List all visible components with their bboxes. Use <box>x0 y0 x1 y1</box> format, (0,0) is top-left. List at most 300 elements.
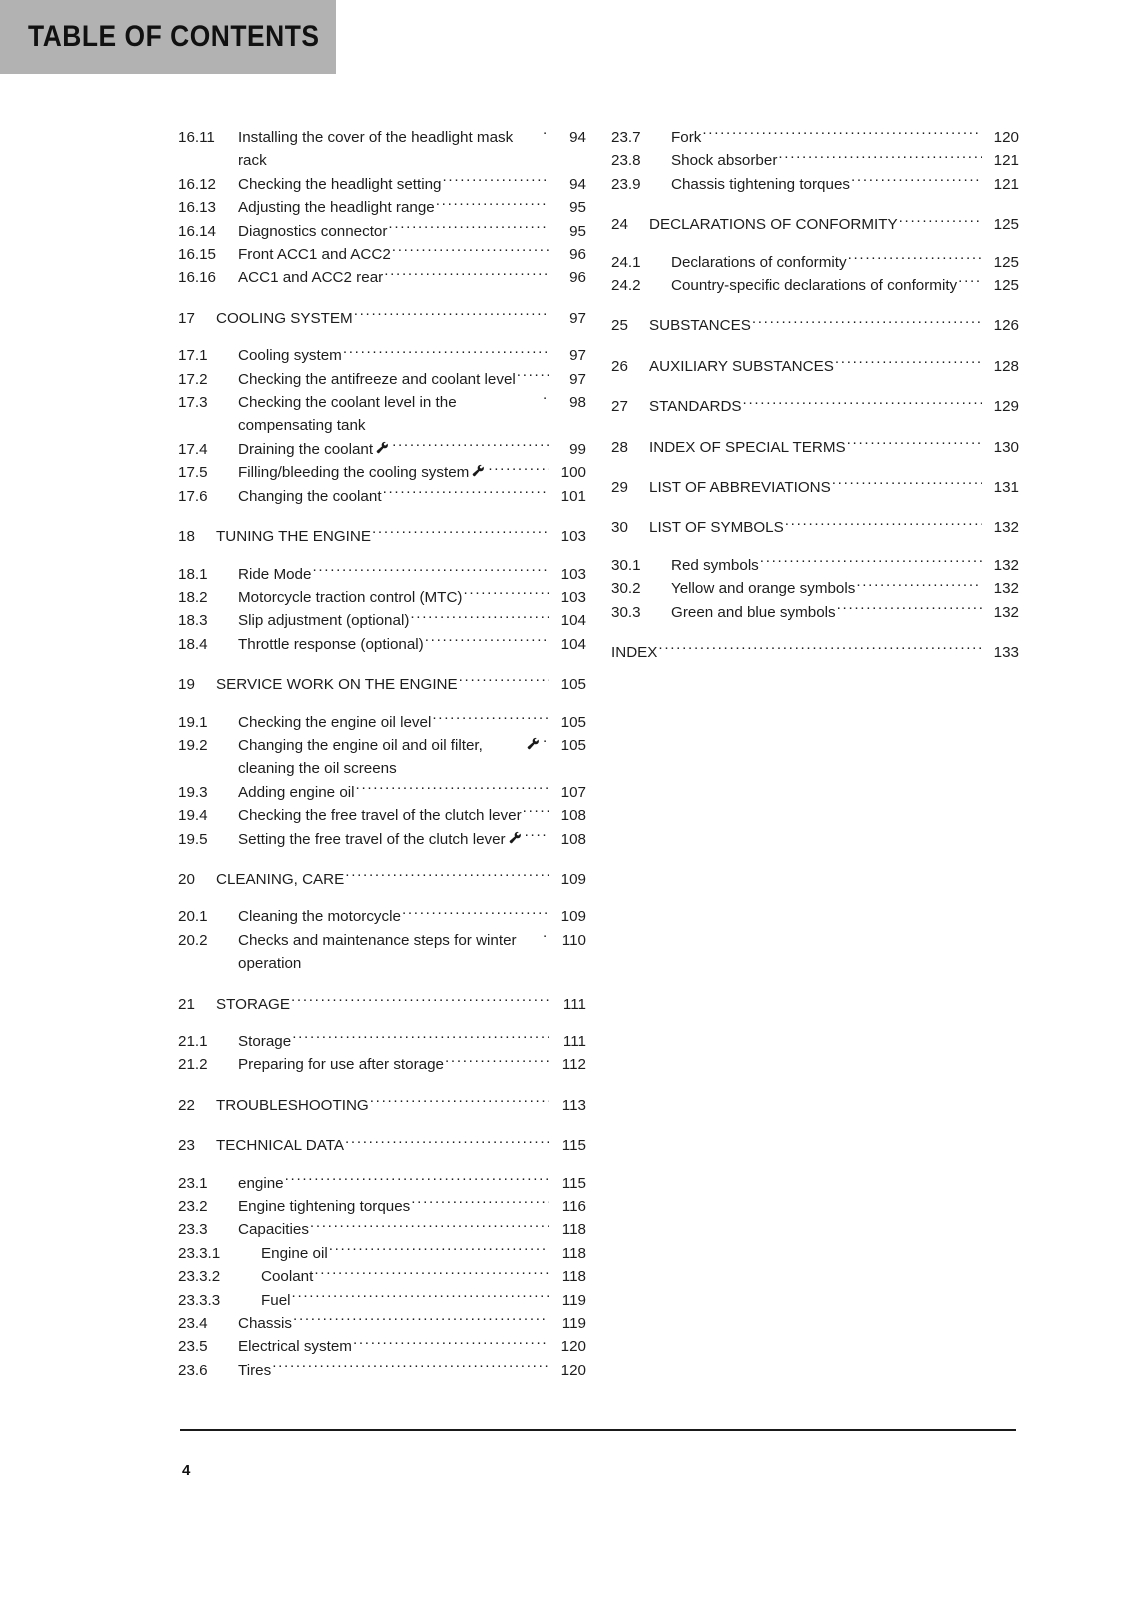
toc-entry-body <box>238 1312 586 1335</box>
toc-entry-title: LIST OF SYMBOLS <box>649 519 784 537</box>
toc-entry-number: 29 <box>611 479 628 497</box>
toc-entry-title: Throttle response (optional) <box>238 635 424 653</box>
toc-entry-page: 104 <box>560 635 586 653</box>
toc-entry-title: Slip adjustment (optional) <box>238 612 410 630</box>
toc-entry-page: 96 <box>569 246 586 264</box>
toc-entry-number: 21.1 <box>178 1033 208 1050</box>
toc-leader-dots <box>411 1196 549 1211</box>
toc-entry[interactable] <box>178 1030 586 1053</box>
toc-entry-body <box>611 641 1019 664</box>
toc-entry-number: 25 <box>611 317 628 335</box>
toc-entry-title: Motorcycle traction control (MTC) <box>238 588 463 606</box>
toc-entry-title: INDEX <box>611 644 658 662</box>
toc-entry-body <box>238 1335 586 1358</box>
toc-entry[interactable] <box>178 1134 586 1157</box>
toc-entry-title: SERVICE WORK ON THE ENGINE <box>216 676 458 694</box>
toc-leader-dots <box>329 1243 549 1258</box>
toc-entry-title: TROUBLESHOOTING <box>216 1096 369 1114</box>
toc-leader-dots <box>778 150 982 165</box>
toc-leader-dots <box>702 127 982 142</box>
toc-entry-page: 97 <box>569 309 586 327</box>
toc-entry[interactable] <box>178 173 586 196</box>
toc-entry-number: 20.1 <box>178 908 208 926</box>
toc-entry[interactable] <box>178 368 586 391</box>
toc-entry-body <box>671 601 1019 624</box>
toc-entry-body <box>238 461 586 484</box>
toc-entry-title: Storage <box>238 1033 292 1050</box>
toc-entry-page: 120 <box>993 129 1019 146</box>
toc-entry[interactable] <box>178 868 586 891</box>
toc-entry[interactable] <box>611 126 1019 149</box>
toc-entry-title: Cleaning the motorcycle <box>238 908 401 926</box>
toc-entry-page: 110 <box>561 931 586 949</box>
toc-entry-title: Electrical system <box>238 1338 352 1356</box>
toc-entry-page: 103 <box>560 588 586 606</box>
toc-entry-body <box>261 1289 586 1312</box>
toc-entry-page: 129 <box>993 398 1019 416</box>
toc-entry[interactable] <box>178 993 586 1016</box>
toc-entry-title: Chassis tightening torques <box>671 175 850 193</box>
toc-entry-body <box>238 1195 586 1218</box>
toc-leader-dots <box>353 1336 549 1351</box>
toc-entry-body <box>649 314 1019 337</box>
toc-entry-title: Engine oil <box>261 1244 328 1262</box>
toc-entry[interactable] <box>178 586 586 609</box>
toc-entry-title: Checking the headlight setting <box>238 175 442 193</box>
toc-entry-body <box>649 476 1019 499</box>
toc-leader-dots <box>523 805 549 820</box>
toc-entry-title: ACC1 and ACC2 rear <box>238 269 384 287</box>
toc-entry-number: 16.13 <box>178 199 217 217</box>
toc-entry-body <box>238 173 586 196</box>
toc-entry-page: 103 <box>560 528 586 546</box>
toc-entry[interactable] <box>611 395 1019 418</box>
toc-entry-body <box>238 1218 586 1241</box>
toc-entry-title: INDEX OF SPECIAL TERMS <box>649 438 846 456</box>
toc-leader-dots <box>658 642 982 657</box>
toc-leader-dots <box>488 462 549 477</box>
toc-entry-body <box>238 1359 586 1382</box>
toc-entry-body <box>216 525 586 548</box>
toc-entry-number: 16.16 <box>178 269 217 287</box>
toc-entry-number: 28 <box>611 438 628 456</box>
toc-entry-body <box>238 905 586 928</box>
toc-entry-page: 125 <box>993 216 1019 234</box>
toc-leader-dots <box>543 930 549 945</box>
toc-entry-number: 18.2 <box>178 588 208 606</box>
toc-entry-title: STORAGE <box>216 995 290 1013</box>
table-of-contents-banner <box>0 0 336 74</box>
toc-entry-body <box>238 633 586 656</box>
toc-entry-number: 23.2 <box>178 1198 208 1216</box>
toc-entry-body <box>238 563 586 586</box>
toc-entry-body <box>238 438 586 461</box>
toc-entry-title: SUBSTANCES <box>649 317 751 335</box>
toc-entry[interactable] <box>611 476 1019 499</box>
toc-leader-dots <box>310 1219 549 1234</box>
toc-entry[interactable] <box>178 563 586 586</box>
toc-leader-dots <box>543 127 549 142</box>
toc-entry-number: 17.6 <box>178 487 208 505</box>
page-title: TABLE OF CONTENTS <box>28 20 320 53</box>
toc-entry[interactable] <box>178 485 586 508</box>
toc-leader-dots <box>459 674 549 689</box>
toc-entry-number: 24 <box>611 216 628 234</box>
toc-entry[interactable] <box>611 355 1019 378</box>
toc-entry-number: 17.4 <box>178 440 208 458</box>
toc-entry-number: 23.3 <box>178 1221 208 1239</box>
toc-entry-title: engine <box>238 1174 284 1192</box>
toc-entry-number: 16.15 <box>178 246 217 264</box>
toc-entry[interactable] <box>178 1094 586 1117</box>
toc-entry-title: Engine tightening torques <box>238 1198 411 1216</box>
toc-entry-page: 98 <box>569 394 586 412</box>
toc-leader-dots <box>292 1031 549 1046</box>
toc-entry-body <box>238 711 586 734</box>
toc-entry[interactable] <box>611 314 1019 337</box>
toc-entry-title: TUNING THE ENGINE <box>216 528 371 546</box>
wrench-icon <box>527 737 540 750</box>
toc-entry-title: Shock absorber <box>671 152 778 170</box>
toc-entry[interactable] <box>611 149 1019 172</box>
toc-entry-number: 21 <box>178 995 195 1013</box>
toc-entry-body <box>238 781 586 804</box>
toc-entry-number: 19.5 <box>178 830 208 848</box>
toc-entry-title: Declarations of conformity <box>671 253 847 271</box>
toc-entry[interactable] <box>178 804 586 827</box>
toc-leader-dots <box>410 610 549 625</box>
toc-entry-title: Fuel <box>261 1291 291 1309</box>
toc-entry-number: 18.4 <box>178 635 208 653</box>
toc-column-right <box>611 126 1019 665</box>
toc-entry-page: 132 <box>993 519 1019 537</box>
toc-entry-body <box>238 929 586 976</box>
toc-entry-page: 132 <box>993 556 1019 574</box>
toc-entry-title: Filling/bleeding the cooling system <box>238 464 470 482</box>
toc-entry[interactable] <box>611 516 1019 539</box>
toc-entry-page: 119 <box>561 1315 586 1333</box>
toc-entry-body <box>671 126 1019 149</box>
toc-entry[interactable] <box>178 1289 586 1312</box>
toc-entry-page: 126 <box>993 317 1019 335</box>
toc-entry[interactable] <box>178 196 586 219</box>
toc-entry-body <box>216 1094 586 1117</box>
toc-entry-page: 113 <box>561 1096 586 1114</box>
toc-entry-number: 20.2 <box>178 931 208 949</box>
toc-leader-dots <box>848 251 982 266</box>
toc-entry-number: 24.2 <box>611 277 641 295</box>
toc-entry-number: 18.1 <box>178 565 208 583</box>
toc-entry[interactable] <box>611 274 1019 297</box>
toc-entry-page: 105 <box>560 736 586 754</box>
toc-entry[interactable] <box>178 781 586 804</box>
toc-entry-page: 108 <box>560 807 586 825</box>
toc-entry-number: 23.7 <box>611 129 641 146</box>
toc-entry[interactable] <box>178 307 586 330</box>
toc-entry-body <box>238 828 586 851</box>
footer-divider <box>180 1429 1016 1431</box>
toc-entry-body <box>216 993 586 1016</box>
toc-leader-dots <box>383 486 549 501</box>
toc-entry[interactable] <box>178 1312 586 1335</box>
toc-entry-page: 109 <box>560 908 586 926</box>
toc-entry-page: 131 <box>993 479 1019 497</box>
toc-entry-number: 23.5 <box>178 1338 208 1356</box>
toc-entry-page: 97 <box>569 370 586 388</box>
toc-entry-number: 21.2 <box>178 1056 208 1074</box>
toc-entry[interactable] <box>178 905 586 928</box>
toc-entry-title: Adjusting the headlight range <box>238 199 435 217</box>
toc-entry[interactable] <box>178 438 586 461</box>
toc-leader-dots <box>425 634 549 649</box>
toc-entry-number: 19.4 <box>178 807 208 825</box>
toc-entry[interactable] <box>178 1335 586 1358</box>
toc-entry-page: 120 <box>560 1338 586 1356</box>
toc-entry-number: 27 <box>611 398 628 416</box>
toc-entry[interactable] <box>178 711 586 734</box>
toc-entry-title: Diagnostics connector <box>238 222 388 240</box>
toc-entry-body <box>216 307 586 330</box>
toc-entry-number: 23.4 <box>178 1315 208 1333</box>
toc-entry-title: LIST OF ABBREVIATIONS <box>649 479 831 497</box>
toc-entry-page: 115 <box>561 1174 586 1192</box>
toc-entry[interactable] <box>178 243 586 266</box>
toc-entry[interactable] <box>611 213 1019 236</box>
toc-entry-body <box>649 395 1019 418</box>
toc-entry-page: 120 <box>560 1361 586 1379</box>
toc-leader-dots <box>432 711 549 726</box>
toc-entry-body <box>238 1053 586 1076</box>
toc-entry[interactable] <box>178 1172 586 1195</box>
toc-entry[interactable] <box>611 554 1019 577</box>
toc-leader-dots <box>445 1054 549 1069</box>
toc-entry-title: Changing the coolant <box>238 487 382 505</box>
toc-entry-title: Checking the coolant level in the compensating tank <box>238 394 457 435</box>
toc-entry-body <box>238 804 586 827</box>
toc-leader-dots <box>314 1266 549 1281</box>
toc-entry-number: 19.2 <box>178 736 208 754</box>
toc-entry-page: 112 <box>561 1056 586 1074</box>
toc-entry-body <box>238 609 586 632</box>
toc-entry-title: Ride Mode <box>238 565 312 583</box>
toc-entry-body <box>671 554 1019 577</box>
toc-entry[interactable] <box>611 601 1019 624</box>
toc-entry-title: Checking the antifreeze and coolant level <box>238 370 516 388</box>
toc-entry-title: Fork <box>671 129 702 146</box>
toc-entry-number: 22 <box>178 1096 195 1114</box>
toc-leader-dots <box>835 356 982 371</box>
toc-entry-number: 23.6 <box>178 1361 208 1379</box>
toc-entry-title: Installing the cover of the headlight mask rack <box>238 129 514 170</box>
toc-leader-dots <box>292 1289 549 1304</box>
toc-entry-page: 111 <box>562 1033 586 1050</box>
toc-entry-page: 105 <box>560 676 586 694</box>
toc-leader-dots <box>388 220 549 235</box>
page-number: 4 <box>182 1462 191 1479</box>
toc-entry[interactable] <box>178 633 586 656</box>
toc-entry[interactable] <box>178 734 586 781</box>
toc-leader-dots <box>837 602 982 617</box>
toc-entry[interactable] <box>178 1053 586 1076</box>
toc-columns <box>0 126 1130 1382</box>
toc-entry-body <box>649 213 1019 236</box>
toc-entry-body <box>238 485 586 508</box>
toc-entry[interactable] <box>178 344 586 367</box>
toc-entry-number: 30 <box>611 519 628 537</box>
toc-leader-dots <box>384 267 549 282</box>
toc-entry-page: 118 <box>561 1268 586 1286</box>
toc-entry-title: STANDARDS <box>649 398 742 416</box>
toc-entry-page: 121 <box>993 152 1019 170</box>
toc-entry-body <box>238 1172 586 1195</box>
toc-entry-title: CLEANING, CARE <box>216 870 345 888</box>
toc-entry-number: 30.3 <box>611 603 641 621</box>
toc-entry-title: Checking the engine oil level <box>238 713 432 731</box>
toc-entry-page: 125 <box>993 277 1019 295</box>
toc-entry-body <box>261 1265 586 1288</box>
toc-entry-body <box>238 220 586 243</box>
toc-entry-body <box>238 266 586 289</box>
toc-entry[interactable] <box>178 929 586 976</box>
toc-entry[interactable] <box>178 266 586 289</box>
toc-entry[interactable] <box>611 173 1019 196</box>
toc-leader-dots <box>392 439 549 454</box>
toc-leader-dots <box>370 1095 549 1110</box>
toc-entry-body <box>238 586 586 609</box>
toc-entry-page: 95 <box>569 199 586 217</box>
toc-entry-title: Front ACC1 and ACC2 <box>238 246 391 264</box>
toc-entry-title: Red symbols <box>671 556 759 574</box>
toc-entry-page: 94 <box>569 129 586 146</box>
toc-entry-title: Draining the coolant <box>238 440 374 458</box>
toc-entry[interactable] <box>178 391 586 438</box>
toc-entry-page: 115 <box>561 1137 586 1155</box>
toc-entry-page: 104 <box>560 612 586 630</box>
toc-entry-number: 23.3.3 <box>178 1291 221 1309</box>
toc-entry-number: 17 <box>178 309 195 327</box>
toc-entry[interactable] <box>611 436 1019 459</box>
toc-entry[interactable] <box>178 1195 586 1218</box>
toc-entry[interactable] <box>178 525 586 548</box>
toc-entry-title: Chassis <box>238 1315 293 1333</box>
toc-entry-number: 17.2 <box>178 370 208 388</box>
toc-entry[interactable] <box>178 1218 586 1241</box>
toc-entry[interactable] <box>611 251 1019 274</box>
toc-leader-dots <box>752 315 982 330</box>
toc-entry[interactable] <box>178 1265 586 1288</box>
toc-entry-page: 118 <box>561 1244 586 1262</box>
toc-entry-body <box>238 1030 586 1053</box>
toc-entry[interactable] <box>178 673 586 696</box>
toc-entry[interactable] <box>611 641 1019 664</box>
toc-entry-body <box>238 243 586 266</box>
toc-entry-title: COOLING SYSTEM <box>216 309 353 327</box>
toc-entry[interactable] <box>178 1359 586 1382</box>
toc-entry-page: 121 <box>993 175 1019 193</box>
toc-entry[interactable] <box>178 220 586 243</box>
toc-leader-dots <box>517 368 549 383</box>
toc-entry-number: 18.3 <box>178 612 208 630</box>
toc-entry-title: Country-specific declarations of conformity <box>671 277 958 295</box>
toc-entry-number: 23.9 <box>611 175 641 193</box>
toc-entry[interactable] <box>178 609 586 632</box>
toc-leader-dots <box>899 214 982 229</box>
toc-entry-number: 26 <box>611 357 628 375</box>
toc-entry-body <box>238 391 586 438</box>
toc-entry[interactable] <box>178 126 586 173</box>
toc-entry-page: 132 <box>993 603 1019 621</box>
toc-entry-body <box>238 734 586 781</box>
toc-entry-body <box>238 344 586 367</box>
toc-entry-title: AUXILIARY SUBSTANCES <box>649 357 834 375</box>
toc-entry-page: 108 <box>560 830 586 848</box>
wrench-icon <box>472 464 485 477</box>
toc-entry-title: Yellow and orange symbols <box>671 580 856 598</box>
toc-entry-title: Setting the free travel of the clutch lever <box>238 830 506 848</box>
toc-entry-title: Green and blue symbols <box>671 603 836 621</box>
toc-leader-dots <box>525 828 549 843</box>
toc-entry-body <box>216 868 586 891</box>
toc-leader-dots <box>392 244 549 259</box>
toc-entry-title: Adding engine oil <box>238 783 355 801</box>
toc-entry-number: 18 <box>178 528 195 546</box>
toc-entry-title: DECLARATIONS OF CONFORMITY <box>649 216 898 234</box>
toc-entry-title: TECHNICAL DATA <box>216 1137 344 1155</box>
toc-leader-dots <box>856 578 982 593</box>
toc-leader-dots <box>285 1172 549 1187</box>
toc-entry-title: Checking the free travel of the clutch lever <box>238 807 522 825</box>
toc-entry-page: 130 <box>993 438 1019 456</box>
toc-entry-number: 16.14 <box>178 222 217 240</box>
toc-entry-body <box>649 436 1019 459</box>
toc-entry-body <box>238 126 586 173</box>
toc-entry-number: 23.3.1 <box>178 1244 221 1262</box>
toc-entry-title: Checks and maintenance steps for winter operation <box>238 931 517 973</box>
toc-leader-dots <box>463 587 549 602</box>
toc-entry-title: Cooling system <box>238 347 342 365</box>
toc-entry[interactable] <box>178 828 586 851</box>
toc-leader-dots <box>847 436 982 451</box>
wrench-icon <box>509 831 522 844</box>
toc-leader-dots <box>851 174 982 189</box>
toc-entry-body <box>216 1134 586 1157</box>
wrench-icon <box>376 441 389 454</box>
toc-entry-number: 30.2 <box>611 580 641 598</box>
toc-leader-dots <box>272 1360 549 1375</box>
toc-entry-body <box>671 577 1019 600</box>
toc-entry-body <box>671 173 1019 196</box>
toc-entry-number: 23 <box>178 1137 195 1155</box>
toc-entry[interactable] <box>178 1242 586 1265</box>
toc-entry-page: 125 <box>993 253 1019 271</box>
toc-entry-number: 24.1 <box>611 253 641 271</box>
toc-entry-page: 119 <box>561 1291 586 1309</box>
toc-entry-body <box>261 1242 586 1265</box>
toc-entry-body <box>671 149 1019 172</box>
toc-entry-body <box>649 355 1019 378</box>
toc-entry-page: 94 <box>569 175 586 193</box>
toc-leader-dots <box>832 477 982 492</box>
toc-entry[interactable] <box>611 577 1019 600</box>
toc-leader-dots <box>442 174 549 189</box>
toc-leader-dots <box>356 782 549 797</box>
toc-entry-number: 23.8 <box>611 152 641 170</box>
toc-entry-number: 19 <box>178 676 195 694</box>
toc-entry-number: 16.12 <box>178 175 217 193</box>
toc-entry[interactable] <box>178 461 586 484</box>
toc-entry-title: Preparing for use after storage <box>238 1056 444 1074</box>
toc-entry-page: 103 <box>560 565 586 583</box>
